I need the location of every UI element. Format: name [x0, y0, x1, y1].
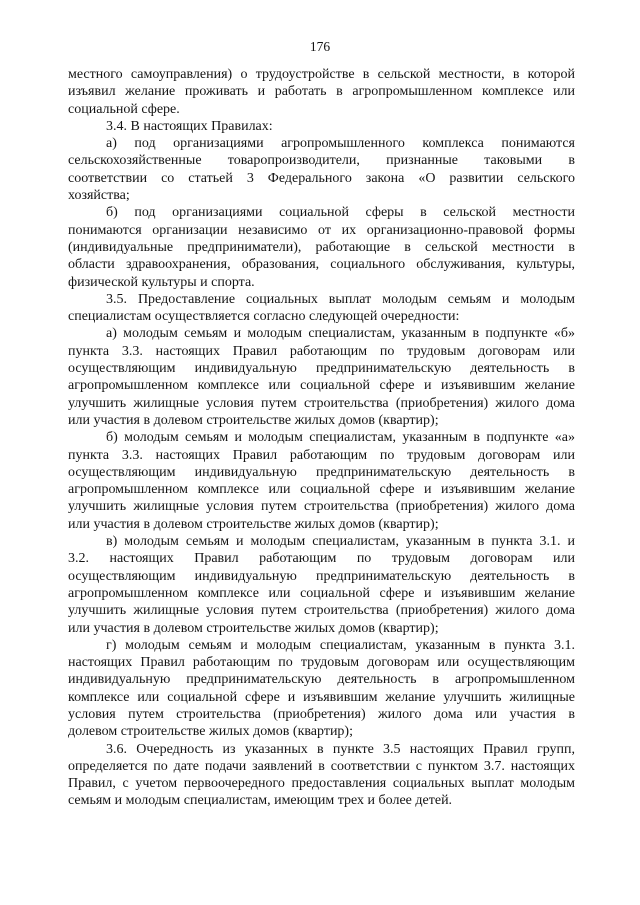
- text-line: или участия в долевом строительстве жилых домов (квартир);: [68, 620, 439, 636]
- text-line: области здравоохранения, образования, социального обслуживания, культуры,: [68, 257, 575, 273]
- text-line: социальной сфере.: [68, 101, 180, 117]
- text-line: г) молодым семьям и молодым специалистам, указанным в пункта 3.1.: [106, 637, 575, 653]
- text-line: физической культуры и спорта.: [68, 274, 255, 290]
- text-line: осуществляющим индивидуальную предпринимательскую деятельность в: [68, 361, 575, 377]
- clause-3-6: [68, 741, 575, 810]
- text-line: б) молодым семьям и молодым специалистам, указанным в подпункте «а»: [106, 430, 575, 446]
- page-number: 176: [309, 39, 331, 54]
- text-line: пункта 3.3. настоящих Правил работающим по трудовым договорам или: [68, 447, 575, 463]
- text-line: 3.2. настоящих Правил работающим по трудовым договорам или: [68, 551, 575, 567]
- clause-3-5-a: [68, 325, 575, 429]
- text-line: (индивидуальные предприниматели), работающие в сельской местности в: [68, 239, 575, 255]
- text-line: а) под организациями агропромышленного комплекса понимаются: [106, 136, 575, 152]
- text-line: местного самоуправления) о трудоустройстве в сельской местности, в которой: [68, 67, 575, 82]
- text-line: б) под организациями социальной сферы в сельской местности: [106, 205, 575, 221]
- clause-3-5-g: [68, 637, 575, 741]
- text-line: или участия в долевом строительстве жилых домов (квартир);: [68, 516, 439, 532]
- text-line: изъявил желание проживать и работать в агропромышленном комплексе или: [68, 84, 575, 100]
- clause-3-4-b: [68, 204, 575, 290]
- paragraph-continuation: [68, 66, 575, 118]
- clause-3-5-v: [68, 533, 575, 637]
- text-line: Правил, с учетом первоочередного предоставления социальных выплат молодым: [68, 776, 575, 792]
- text-line: улучшить жилищные условия путем строительства (приобретения) жилого дома: [68, 395, 575, 411]
- clause-3-5-intro: [68, 291, 575, 326]
- text-line: агропромышленном комплексе или социальной сфере и изъявившим желание: [68, 482, 575, 498]
- text-line: хозяйства;: [68, 188, 130, 204]
- text-line: комплексе или социальной сфере и изъявившим желание улучшить жилищные: [68, 689, 575, 705]
- text-line: 3.6. Очередность из указанных в пункте 3.5 настоящих Правил групп,: [106, 741, 575, 757]
- text-line: долевом строительстве жилых домов (квартир);: [68, 724, 353, 740]
- text-line: агропромышленном комплексе или социальной сфере и изъявившим желание: [68, 585, 575, 601]
- text-line: определяется по дате подачи заявлений в соответствии с пунктом 3.7. настоящих: [68, 758, 575, 774]
- text-line: осуществляющим индивидуальную предпринимательскую деятельность в: [68, 464, 575, 480]
- text-line: агропромышленном комплексе или социальной сфере и изъявившим желание: [68, 378, 575, 394]
- clause-3-4-a: [68, 135, 575, 204]
- text-line: а) молодым семьям и молодым специалистам, указанным в подпункте «б»: [106, 326, 575, 342]
- text-line: 3.5. Предоставление социальных выплат молодым семьям и молодым: [106, 291, 575, 307]
- document-body: [68, 66, 575, 810]
- text-line: пункта 3.3. настоящих Правил работающим по трудовым договорам или: [68, 343, 575, 359]
- text-line: семьям и молодым специалистам, имеющим трех и более детей.: [68, 793, 453, 809]
- text-line: соответствии со статьей 3 Федерального закона «О развитии сельского: [68, 170, 575, 186]
- text-line: сельскохозяйственные товаропроизводители, признанные таковыми в: [68, 153, 575, 169]
- clause-3-4-heading: [68, 118, 575, 135]
- text-line: понимаются организации независимо от их организационно-правовой формы: [68, 222, 575, 238]
- text-line: или участия в долевом строительстве жилых домов (квартир);: [68, 412, 439, 428]
- clause-3-5-b: [68, 429, 575, 533]
- text-line: условия путем строительства (приобретения) жилого дома или участия в: [68, 706, 575, 722]
- text-line: настоящих Правил работающим по трудовым договорам или осуществляющим: [68, 655, 575, 671]
- text-line: в) молодым семьям и молодым специалистам, указанным в пункта 3.1. и: [106, 534, 575, 550]
- text-line: улучшить жилищные условия путем строительства (приобретения) жилого дома: [68, 603, 575, 619]
- text-line: улучшить жилищные условия путем строительства (приобретения) жилого дома: [68, 499, 575, 515]
- text-line: индивидуальную предпринимательскую деятельность в агропромышленном: [68, 672, 575, 688]
- text-line: 3.4. В настоящих Правилах:: [106, 118, 273, 134]
- text-line: специалистам осуществляется согласно следующей очередности:: [68, 309, 460, 325]
- text-line: осуществляющим индивидуальную предпринимательскую деятельность в: [68, 568, 575, 584]
